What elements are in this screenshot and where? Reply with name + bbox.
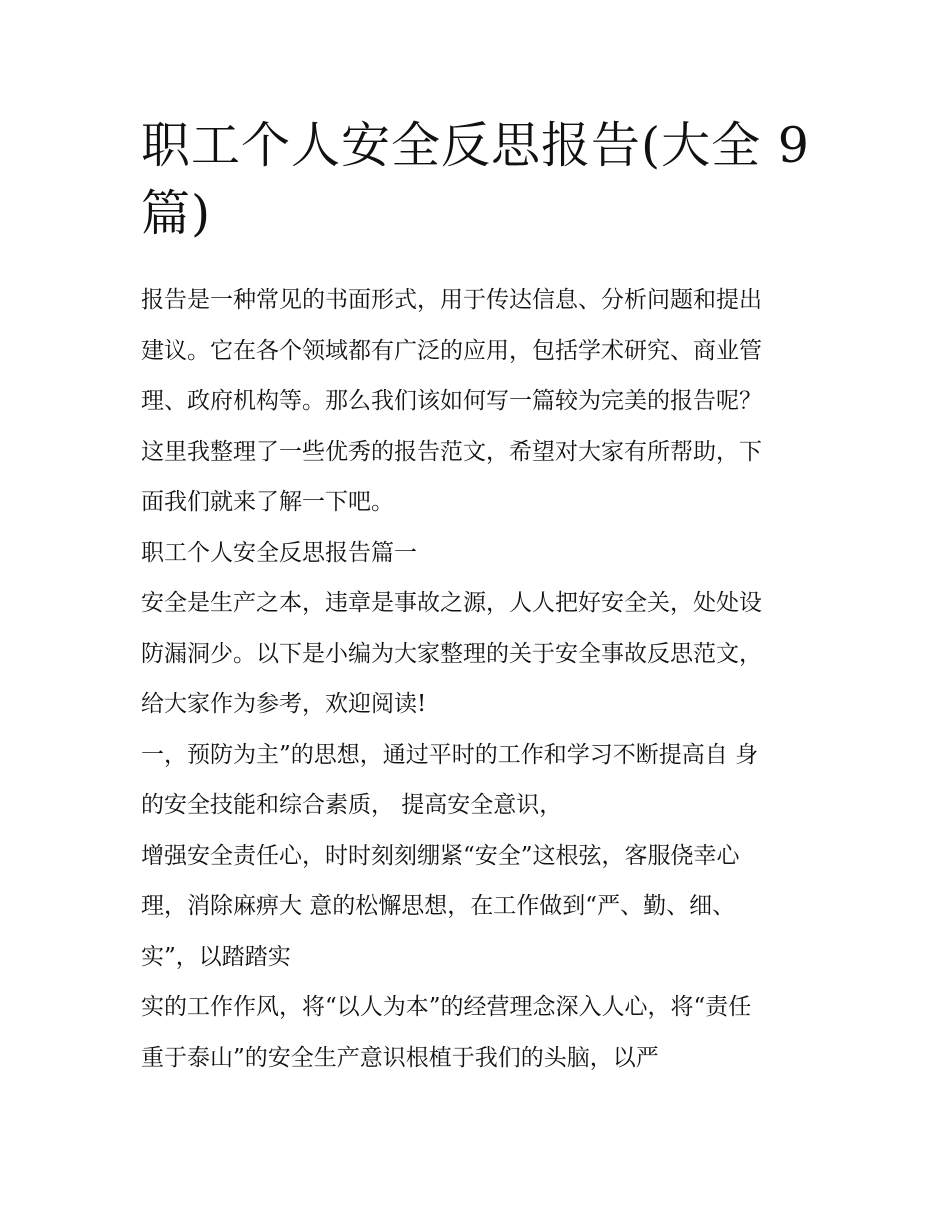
text-line: 给大家作为参考，欢迎阅读!	[141, 691, 427, 717]
text-line: 增强安全责任心，时时刻刻绷紧“安全”这根弦，客服侥幸心	[141, 842, 740, 869]
text-line: 这里我整理了一些优秀的报告范文，希望对大家有所帮助，下	[141, 438, 762, 465]
text-line: 报告是一种常见的书面形式，用于传达信息、分析问题和提出	[141, 287, 762, 313]
document-title	[141, 112, 813, 248]
text-line: 职工个人安全反思报告篇一	[141, 539, 417, 566]
text-line: 的安全技能和综合素质， 提高安全意识，	[141, 792, 563, 818]
text-line: 理，消除麻痹大 意的松懈思想，在工作做到“严、勤、细、	[141, 893, 736, 919]
body-paragraph	[141, 831, 813, 983]
section-heading	[141, 528, 813, 579]
body-paragraph	[141, 982, 813, 1083]
title-line: 职工个人安全反思报告(大全 9	[141, 117, 810, 174]
body-paragraph	[141, 578, 813, 730]
text-line: 重于泰山”的安全生产意识根植于我们的头脑，以严	[141, 1044, 659, 1071]
text-line: 防漏洞少。以下是小编为大家整理的关于安全事故反思范文，	[141, 640, 762, 667]
body-paragraph	[141, 730, 813, 831]
text-line: 面我们就来了解一下吧。	[141, 489, 394, 515]
text-line: 建议。它在各个领域都有广泛的应用，包括学术研究、商业管	[141, 337, 762, 364]
intro-paragraph	[141, 275, 813, 528]
document-page	[141, 112, 813, 1083]
text-line: 安全是生产之本，违章是事故之源，人人把好安全关，处处设	[141, 590, 762, 616]
title-line: 篇)	[141, 185, 212, 242]
text-line: 理、政府机构等。那么我们该如何写一篇较为完美的报告呢？	[141, 388, 762, 414]
text-line: 一，预防为主”的思想，通过平时的工作和学习不断提高自 身	[141, 741, 759, 768]
text-line: 实”，以踏踏实	[141, 943, 291, 970]
text-line: 实的工作作风，将“以人为本”的经营理念深入人心，将“责任	[141, 994, 752, 1020]
